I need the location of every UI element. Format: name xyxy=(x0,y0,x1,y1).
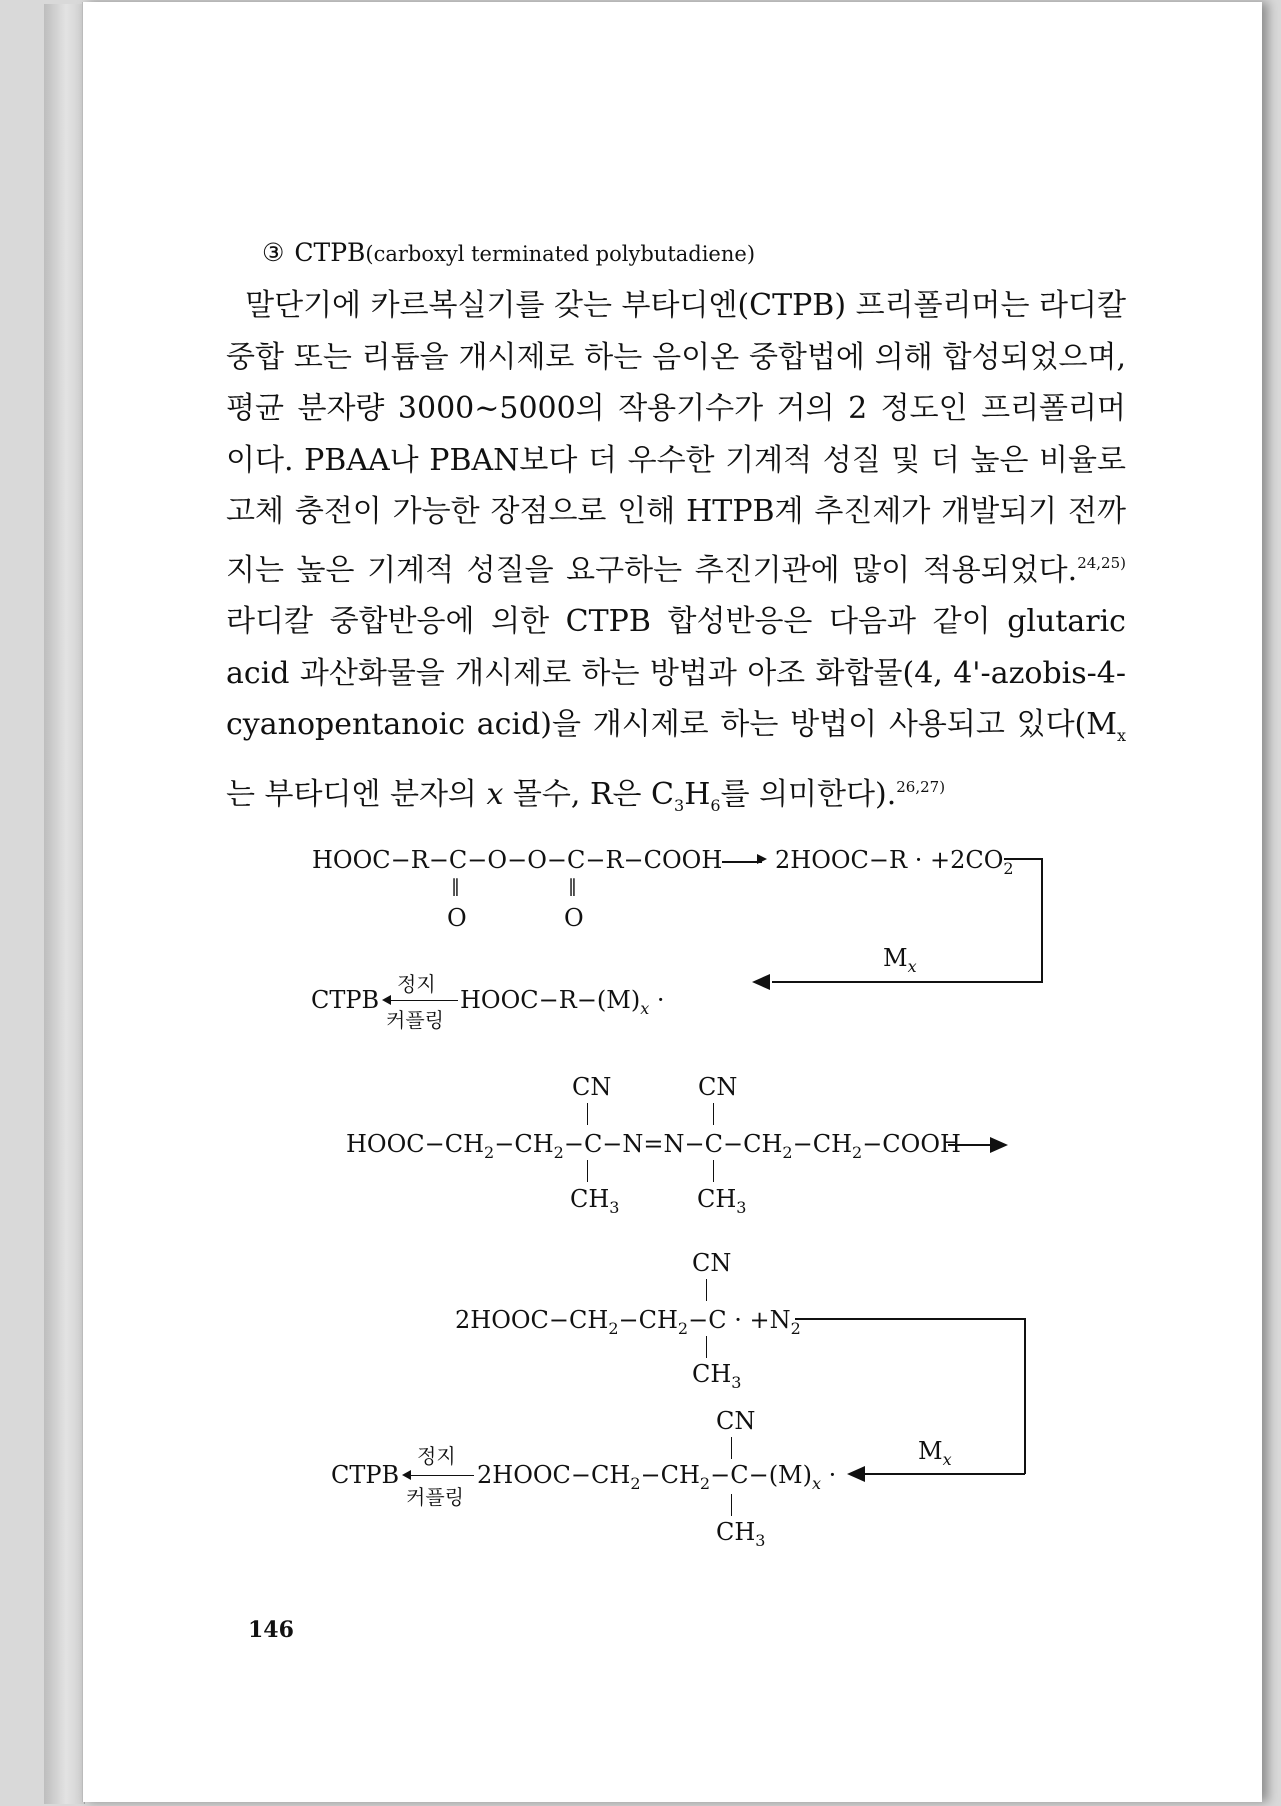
scheme1-product-sub: 2 xyxy=(1003,858,1014,878)
scheme3-ch3-bottom-sub: 3 xyxy=(755,1530,766,1550)
scheme2-part-e: −COOH xyxy=(862,1130,961,1158)
subscript-x: x xyxy=(1116,726,1126,745)
scheme1-termination-arrow xyxy=(388,1000,458,1001)
scheme3-ch3-top-sub: 3 xyxy=(731,1372,742,1392)
scheme2-azo-initiator xyxy=(346,1130,961,1162)
scheme2-ch3-right-sub: 3 xyxy=(736,1197,747,1217)
scheme1-ctpb: CTPB xyxy=(311,986,380,1014)
scheme3-chain-a: 2HOOC−CH xyxy=(477,1461,631,1489)
scheme1-oxygen-1: O xyxy=(447,904,467,932)
scheme2-bond-top-left xyxy=(587,1103,588,1125)
scheme1-monomer: M xyxy=(883,944,908,972)
section-number: ③ xyxy=(262,238,285,267)
scheme3-loop-arrowhead xyxy=(847,1466,865,1482)
scheme1-loop-right xyxy=(1041,858,1043,982)
scheme3-radical-c: −C · +N xyxy=(688,1306,791,1334)
scheme1-double-bond-2: ‖ xyxy=(568,876,577,897)
scheme2-part-c: −C−N=N−C−CH xyxy=(563,1130,783,1158)
subscript-3: 3 xyxy=(674,795,685,815)
page xyxy=(82,2,1262,1802)
scheme2-bond-top-right xyxy=(713,1103,714,1125)
scheme3-chain-sub-a: 2 xyxy=(630,1473,641,1493)
scheme3-chain xyxy=(477,1461,836,1493)
scheme1-reactant: HOOC−R−C−O−O−C−R−COOH xyxy=(312,846,723,874)
scheme3-monomer: M xyxy=(918,1437,943,1465)
scheme1-coupling-label: 커플링 xyxy=(386,1008,444,1032)
scheme2-reaction-arrow xyxy=(948,1144,993,1146)
scheme3-radical-sub-a: 2 xyxy=(608,1318,619,1338)
body-paragraph xyxy=(226,280,1126,831)
scheme3-bond-top xyxy=(706,1279,707,1301)
scheme3-termination-arrowhead xyxy=(402,1470,411,1480)
scheme3-ch3-bottom xyxy=(716,1518,765,1550)
scheme1-intermediate-dot: · xyxy=(649,986,665,1014)
citation-26-27: 26,27) xyxy=(896,777,946,796)
scheme2-bond-bottom-left xyxy=(587,1160,588,1182)
scheme1-monomer-sub: x xyxy=(907,956,917,976)
scheme3-loop-bottom xyxy=(865,1473,1025,1475)
scheme3-chain-sub-b: 2 xyxy=(699,1473,711,1493)
scheme3-radical-b: −CH xyxy=(618,1306,678,1334)
scheme3-chain-c: −C−(M) xyxy=(710,1461,812,1489)
subscript-6: 6 xyxy=(710,795,721,815)
section-subtitle: (carboxyl terminated polybutadiene) xyxy=(365,242,756,266)
scheme2-cn-left: CN xyxy=(572,1073,612,1101)
scheme1-product-main: 2HOOC−R · +2CO xyxy=(775,846,1004,874)
scheme2-part-a: HOOC−CH xyxy=(346,1130,485,1158)
scheme2-ch3-left-text: CH xyxy=(570,1185,610,1213)
scheme3-radical xyxy=(455,1306,801,1338)
scheme3-bond-mid xyxy=(706,1336,707,1358)
scheme3-ctpb: CTPB xyxy=(331,1461,400,1489)
scheme3-radical-a: 2HOOC−CH xyxy=(455,1306,609,1334)
paragraph-text-3: 는 부타디엔 분자의 xyxy=(226,776,487,812)
scheme3-monomer-label xyxy=(918,1437,952,1469)
scheme3-bond-lower-top xyxy=(731,1437,732,1459)
scheme3-bond-lower-bottom xyxy=(731,1494,732,1516)
scheme1-product xyxy=(775,846,1014,878)
scheme3-chain-sub-x: x xyxy=(812,1473,822,1493)
paragraph-text-6: 를 의미한다). xyxy=(720,776,897,812)
scheme3-ch3-top-text: CH xyxy=(692,1360,732,1388)
scheme3-chain-b: −CH xyxy=(640,1461,700,1489)
scheme3-coupling-label: 커플링 xyxy=(406,1485,464,1509)
paragraph-text-5: H xyxy=(684,776,711,812)
scheme3-ch3-bottom-text: CH xyxy=(716,1518,756,1546)
scheme3-monomer-sub: x xyxy=(942,1449,952,1469)
scheme1-double-bond-1: ‖ xyxy=(451,876,460,897)
scheme2-ch3-left xyxy=(570,1185,619,1217)
scheme3-cn-top: CN xyxy=(692,1249,732,1277)
scheme1-loop-top xyxy=(1004,858,1042,860)
scheme2-bond-bottom-right xyxy=(713,1160,714,1182)
variable-x: x xyxy=(486,776,504,812)
scheme2-sub-b: 2 xyxy=(553,1142,564,1162)
scheme1-loop-arrowhead xyxy=(752,974,770,990)
scheme2-ch3-right-text: CH xyxy=(697,1185,737,1213)
scheme1-intermediate-text: HOOC−R−(M) xyxy=(460,986,641,1014)
scheme3-loop-top xyxy=(795,1318,1025,1320)
scheme2-sub-c: 2 xyxy=(782,1142,793,1162)
scheme1-intermediate-sub: x xyxy=(640,998,650,1018)
paragraph-text-4: 몰수, R은 C xyxy=(503,776,675,812)
scheme1-monomer-label xyxy=(883,944,917,976)
scheme3-loop-right xyxy=(1024,1318,1026,1474)
citation-24-25: 24,25) xyxy=(1077,553,1126,572)
scheme1-stop-label: 정지 xyxy=(397,972,436,996)
scheme2-ch3-left-sub: 3 xyxy=(609,1197,620,1217)
scheme2-part-b: −CH xyxy=(494,1130,554,1158)
paragraph-text-1: 말단기에 카르복실기를 갖는 부타디엔(CTPB) 프리폴리머는 라디칼 중합 또는 리튬을 개시제로 하는 음이온 중합법에 의해 합성되었으며, 평균 분자량 3000~5000의 작용기수가 거의 2 정도인 프리폴리머이다. PBAA나 PBAN보다 더 우수한 기계적 성질 및 더 높은 비율로 고체 충전이 가능한 장점으로 인해 HTPB계 추진제가 개발되기 전까지는 높은 기계적 성질을 요구하는 추진기관에 많이 적용되었다. xyxy=(226,288,1126,588)
scheme2-sub-a: 2 xyxy=(484,1142,495,1162)
scheme2-part-d: −CH xyxy=(792,1130,852,1158)
scheme1-intermediate xyxy=(460,986,665,1018)
section-heading xyxy=(262,238,755,267)
scheme3-radical-sub-c: 2 xyxy=(790,1318,801,1338)
section-title: CTPB xyxy=(294,238,366,267)
scheme2-arrowhead xyxy=(990,1137,1008,1153)
paragraph-text-2: 라디칼 중합반응에 의한 CTPB 합성반응은 다음과 같이 glutaric acid 과산화물을 개시제로 하는 방법과 아조 화합물(4, 4'-azobis-4-cyanopentanoic acid)을 개시제로 하는 방법이 사용되고 있다(M xyxy=(226,604,1126,742)
scheme1-arrow-head xyxy=(757,854,767,864)
scheme1-reaction-arrow xyxy=(722,861,762,863)
scheme3-chain-dot: · xyxy=(821,1461,837,1489)
page-number: 146 xyxy=(248,1617,294,1643)
scheme3-stop-label: 정지 xyxy=(417,1444,456,1468)
scheme1-oxygen-2: O xyxy=(564,904,584,932)
scheme2-sub-d: 2 xyxy=(852,1142,863,1162)
scheme3-radical-sub-b: 2 xyxy=(677,1318,689,1338)
scheme2-cn-right: CN xyxy=(698,1073,738,1101)
scheme1-loop-bottom xyxy=(772,981,1043,983)
scheme3-ch3-top xyxy=(692,1360,741,1392)
scheme3-termination-arrow xyxy=(408,1475,474,1476)
book-edge xyxy=(44,4,85,1804)
scheme2-ch3-right xyxy=(697,1185,746,1217)
scheme3-cn-bottom: CN xyxy=(716,1407,756,1435)
